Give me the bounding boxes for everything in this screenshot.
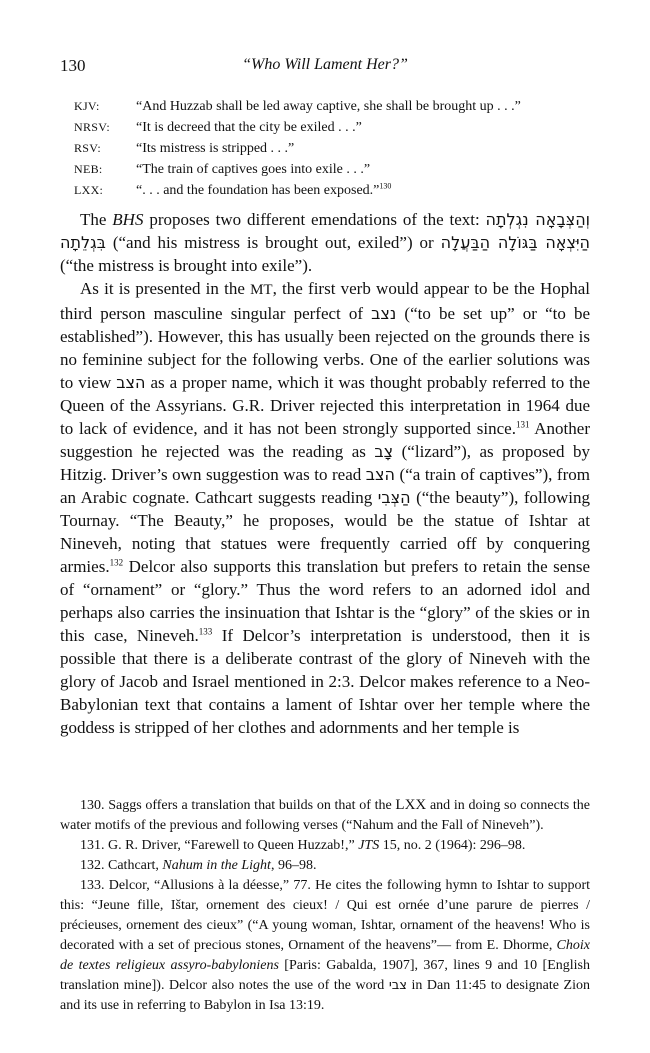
version-row — [74, 138, 590, 159]
footnote-ref-133[interactable]: 133 — [198, 626, 213, 637]
version-text: “The train of captives goes into exile . . .” — [136, 162, 371, 177]
lxx-abbr: LXX — [395, 797, 427, 813]
version-abbr: NRSV: — [74, 120, 110, 134]
bhs-abbr: BHS — [112, 210, 144, 229]
paragraph-1 — [60, 208, 590, 277]
text-run: , the first verb would appear to be the Hophal third person masculine singular perfect of — [60, 279, 590, 323]
version-row — [74, 159, 590, 180]
hebrew-word: הצב — [116, 373, 146, 392]
text-run: Delcor also supports this translation but prefers to retain the sense of “ornament” or “glory.” Thus the word refers to an adorned idol and perhaps also carries the insinuation that Ishtar is the “glory” of the skies or in this case, Nineveh. — [60, 557, 590, 645]
paragraph-2 — [60, 277, 590, 739]
footnote-130 — [60, 795, 590, 836]
book-title: Nahum in the Light — [162, 858, 271, 873]
hebrew-word: הַצְּבִי — [377, 488, 411, 507]
hebrew-emendation-2: הַיִּצְאָה בַּגּוֹלָה הַבַּעֲלָה — [440, 233, 591, 252]
footnotes — [60, 795, 590, 1016]
text-run: (“the beauty”), following Tournay. “The Beauty,” he proposes, would be the statue of Ishtar at Nineveh, noting that statues were frequently carried off by conquering armies. — [60, 488, 590, 576]
text-run: As it is presented in the — [80, 279, 251, 298]
version-text: “Its mistress is stripped . . .” — [136, 141, 295, 156]
text-run: 133. Delcor, “Allusions à la déesse,” 77. He cites the following hymn to Ishtar to support this: “Jeune fille, Ištar, ornement des cieux! / Qui est ornée d’une parure de pierres / précieuses, ornement des cieux” (“A young woman, Ishtar, ornament of the heavens! Who is decorated with a set of precious stones, Ornament of the heavens”— from E. Dhorme, — [60, 878, 590, 953]
hebrew-word: צָב — [374, 442, 394, 461]
book-title: Choix de textes religieux assyro-babyloniens — [60, 938, 590, 973]
hebrew-word: הצב — [365, 465, 395, 484]
page-number: 130 — [60, 56, 86, 75]
text-run: (“lizard”), as proposed by Hitzig. Driver’s own suggestion was to read — [60, 442, 590, 484]
footnote-ref-132[interactable]: 132 — [109, 557, 124, 568]
version-list — [74, 96, 590, 201]
version-text — [136, 180, 590, 201]
text-run: , 96–98. — [270, 858, 317, 873]
hebrew-word: נצב — [371, 304, 397, 323]
text-run: as a proper name, which it was thought probably referred to the Queen of the Assyrians. G.R. Driver rejected this interpretation in 1964 due to lack of evidence, and it has not been strongly supported since. — [60, 373, 590, 438]
text-run: 132. Cathcart, — [80, 858, 163, 873]
text-run: (“the mistress is brought into exile”). — [60, 256, 313, 275]
journal-title: JTS — [358, 838, 380, 853]
version-abbr: NEB: — [74, 162, 103, 176]
version-row — [74, 117, 590, 138]
text-run: If Delcor’s interpretation is understood, then it is possible that there is a deliberate contrast of the glory of Nineveh with the glory of Jacob and Israel mentioned in 2:3. Delcor makes reference to a Neo-Babylonian text that contains a lament of Ishtar over her temple where the goddess is stripped of her clothes and adornments and her temple is — [60, 626, 590, 737]
footnote-133 — [60, 876, 590, 1016]
version-abbr: LXX: — [74, 183, 104, 197]
text-run: proposes two different emendations of the text: — [143, 210, 486, 229]
version-row — [74, 96, 590, 117]
footnote-ref-131[interactable]: 131 — [515, 419, 530, 430]
version-abbr: KJV: — [74, 99, 100, 113]
text-run: 15, no. 2 (1964): 296–98. — [379, 838, 526, 853]
text-run: [Paris: Gabalda, 1907], 367, lines 9 and 10 [English translation mine]). Delcor also notes the use of the word — [60, 958, 591, 993]
text-run: (“and his mistress is brought out, exiled”) or — [105, 233, 441, 252]
text-run: 130. Saggs offers a translation that builds on that of the — [80, 798, 396, 813]
hebrew-emendation-1: וְהַצְּבָאָה נִגְלְתָה בִּגְלֵתָה — [60, 210, 591, 252]
text-run: and in doing so connects the water motifs of the previous and following verses (“Nahum and the Fall of Nineveh”). — [60, 798, 590, 833]
footnote-132 — [60, 856, 590, 876]
text-run: The — [80, 210, 113, 229]
version-quote: “. . . and the foundation has been exposed.” — [136, 183, 380, 198]
version-text: “It is decreed that the city be exiled . . .” — [136, 120, 362, 135]
text-run: Another suggestion he rejected was the reading as — [60, 419, 590, 461]
text-run: (“a train of captives”), from an Arabic cognate. Cathcart suggests reading — [60, 465, 590, 507]
running-head: “Who Will Lament Her?” — [242, 56, 408, 73]
text-run: (“to be set up” or “to be established”). However, this has usually been rejected on the grounds there is no feminine subject for the following verbs. One of the earlier solutions was to view — [60, 304, 590, 392]
footnote-131 — [60, 836, 590, 856]
hebrew-word: צבי — [388, 978, 407, 993]
version-text: “And Huzzab shall be led away captive, she shall be brought up . . .” — [136, 99, 521, 114]
text-run: in Dan 11:45 to designate Zion and its use in referring to Babylon in Isa 13:19. — [60, 978, 590, 1013]
version-abbr: RSV: — [74, 141, 101, 155]
version-row — [74, 180, 590, 201]
footnote-ref-130[interactable]: 130 — [379, 181, 392, 191]
mt-abbr: MT — [250, 282, 273, 298]
page-header — [60, 56, 590, 80]
body-text — [60, 208, 590, 739]
text-run: 131. G. R. Driver, “Farewell to Queen Huzzab!,” — [80, 838, 359, 853]
